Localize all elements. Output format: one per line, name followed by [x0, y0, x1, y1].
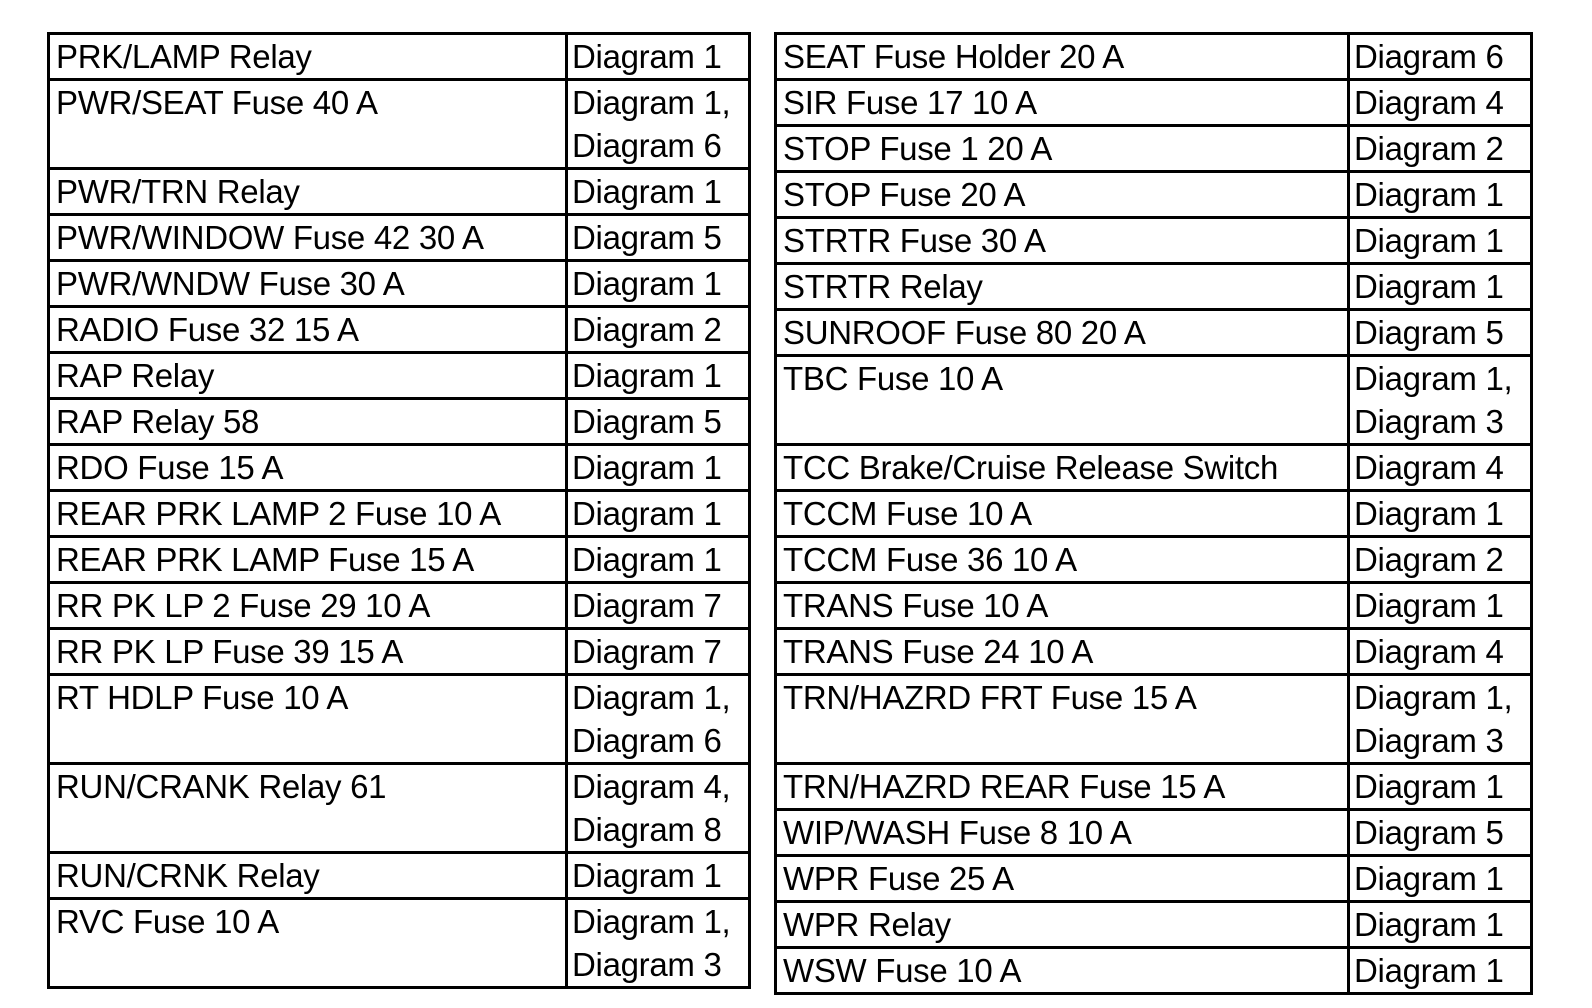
table-row: [49, 899, 750, 988]
diagram-reference[interactable]: Diagram 3: [1354, 403, 1504, 440]
diagram-reference-cell: [1349, 310, 1532, 356]
component-name-cell: RAP Relay 58: [49, 399, 567, 445]
component-name-cell: RDO Fuse 15 A: [49, 445, 567, 491]
diagram-reference[interactable]: Diagram 5: [572, 219, 722, 256]
component-name-cell: TBC Fuse 10 A: [776, 356, 1349, 445]
component-name-cell: SIR Fuse 17 10 A: [776, 80, 1349, 126]
right-table-body: [776, 34, 1532, 994]
diagram-reference-cell: [567, 853, 750, 899]
diagram-reference-cell: [567, 899, 750, 988]
component-name-cell: STOP Fuse 20 A: [776, 172, 1349, 218]
diagram-reference-cell: [1349, 264, 1532, 310]
diagram-reference-cell: [1349, 764, 1532, 810]
diagram-reference-cell: [567, 399, 750, 445]
diagram-reference-cell: [567, 445, 750, 491]
diagram-reference-cell: [567, 537, 750, 583]
table-row: [776, 583, 1532, 629]
diagram-reference[interactable]: Diagram 1,: [572, 903, 731, 940]
diagram-reference-cell: [1349, 34, 1532, 80]
table-row: [776, 218, 1532, 264]
table-row: [49, 629, 750, 675]
diagram-reference[interactable]: Diagram 6: [572, 722, 722, 759]
table-row: [776, 810, 1532, 856]
diagram-reference-cell: [567, 169, 750, 215]
diagram-reference-cell: [567, 583, 750, 629]
diagram-reference[interactable]: Diagram 6: [1354, 38, 1504, 75]
component-name-cell: RUN/CRANK Relay 61: [49, 764, 567, 853]
diagram-reference[interactable]: Diagram 3: [1354, 722, 1504, 759]
diagram-reference-cell: [1349, 629, 1532, 675]
diagram-reference[interactable]: Diagram 2: [1354, 541, 1504, 578]
diagram-reference-cell: [567, 629, 750, 675]
table-row: [49, 491, 750, 537]
diagram-reference[interactable]: Diagram 1: [572, 541, 722, 578]
component-name-cell: PWR/WINDOW Fuse 42 30 A: [49, 215, 567, 261]
table-row: [776, 34, 1532, 80]
diagram-reference-cell: [567, 307, 750, 353]
component-name-cell: RAP Relay: [49, 353, 567, 399]
component-name-cell: WPR Fuse 25 A: [776, 856, 1349, 902]
component-name-cell: TCCM Fuse 10 A: [776, 491, 1349, 537]
diagram-reference[interactable]: Diagram 1: [572, 449, 722, 486]
component-name-cell: SUNROOF Fuse 80 20 A: [776, 310, 1349, 356]
diagram-reference[interactable]: Diagram 5: [1354, 314, 1504, 351]
diagram-reference[interactable]: Diagram 3: [572, 946, 722, 983]
right-component-table: [774, 32, 1533, 995]
diagram-reference[interactable]: Diagram 1: [1354, 222, 1504, 259]
diagram-reference-cell: [567, 34, 750, 80]
diagram-reference-cell: [1349, 810, 1532, 856]
diagram-reference[interactable]: Diagram 1: [572, 38, 722, 75]
table-row: [776, 856, 1532, 902]
component-name-cell: PWR/TRN Relay: [49, 169, 567, 215]
diagram-reference[interactable]: Diagram 1: [572, 857, 722, 894]
component-name-cell: WIP/WASH Fuse 8 10 A: [776, 810, 1349, 856]
component-name-cell: REAR PRK LAMP 2 Fuse 10 A: [49, 491, 567, 537]
diagram-reference-cell: [1349, 491, 1532, 537]
component-name-cell: TRN/HAZRD REAR Fuse 15 A: [776, 764, 1349, 810]
diagram-reference-cell: [1349, 948, 1532, 994]
component-name-cell: RADIO Fuse 32 15 A: [49, 307, 567, 353]
diagram-reference[interactable]: Diagram 1: [1354, 768, 1504, 805]
diagram-reference-cell: [1349, 583, 1532, 629]
component-name-cell: STOP Fuse 1 20 A: [776, 126, 1349, 172]
table-row: [776, 902, 1532, 948]
diagram-reference[interactable]: Diagram 5: [1354, 814, 1504, 851]
diagram-reference[interactable]: Diagram 6: [572, 127, 722, 164]
component-name-cell: RVC Fuse 10 A: [49, 899, 567, 988]
diagram-reference[interactable]: Diagram 1: [1354, 952, 1504, 989]
diagram-reference[interactable]: Diagram 1,: [1354, 360, 1513, 397]
diagram-reference-cell: [567, 491, 750, 537]
table-row: [49, 261, 750, 307]
diagram-reference[interactable]: Diagram 5: [572, 403, 722, 440]
component-name-cell: TCC Brake/Cruise Release Switch: [776, 445, 1349, 491]
table-row: [776, 948, 1532, 994]
component-name-cell: PWR/SEAT Fuse 40 A: [49, 80, 567, 169]
diagram-reference-cell: [1349, 856, 1532, 902]
component-name-cell: REAR PRK LAMP Fuse 15 A: [49, 537, 567, 583]
table-row: [49, 80, 750, 169]
table-row: [49, 445, 750, 491]
diagram-reference-cell: [567, 764, 750, 853]
table-row: [49, 764, 750, 853]
diagram-reference-cell: [1349, 126, 1532, 172]
left-component-table: [47, 32, 751, 989]
diagram-reference[interactable]: Diagram 2: [572, 311, 722, 348]
table-row: [49, 307, 750, 353]
table-row: [776, 80, 1532, 126]
table-row: [49, 169, 750, 215]
diagram-reference[interactable]: Diagram 1: [1354, 860, 1504, 897]
table-row: [776, 675, 1532, 764]
diagram-reference-cell: [1349, 902, 1532, 948]
table-row: [776, 537, 1532, 583]
table-row: [49, 537, 750, 583]
table-row: [776, 629, 1532, 675]
table-row: [49, 399, 750, 445]
table-row: [49, 353, 750, 399]
table-row: [49, 34, 750, 80]
component-name-cell: TRANS Fuse 10 A: [776, 583, 1349, 629]
table-row: [776, 310, 1532, 356]
component-name-cell: WPR Relay: [776, 902, 1349, 948]
diagram-reference-cell: [1349, 172, 1532, 218]
diagram-reference[interactable]: Diagram 7: [572, 633, 722, 670]
diagram-reference-cell: [1349, 80, 1532, 126]
table-row: [776, 491, 1532, 537]
diagram-reference[interactable]: Diagram 1: [1354, 268, 1504, 305]
table-row: [49, 583, 750, 629]
diagram-reference[interactable]: Diagram 1: [1354, 176, 1504, 213]
diagram-reference[interactable]: Diagram 4,: [572, 768, 731, 805]
diagram-reference-cell: [1349, 445, 1532, 491]
diagram-reference-cell: [567, 215, 750, 261]
diagram-reference-cell: [1349, 356, 1532, 445]
diagram-reference[interactable]: Diagram 1: [572, 495, 722, 532]
component-name-cell: RUN/CRNK Relay: [49, 853, 567, 899]
diagram-reference[interactable]: Diagram 1: [1354, 495, 1504, 532]
diagram-reference-cell: [1349, 218, 1532, 264]
diagram-reference[interactable]: Diagram 1: [572, 173, 722, 210]
diagram-reference-cell: [567, 675, 750, 764]
component-name-cell: STRTR Relay: [776, 264, 1349, 310]
component-name-cell: RT HDLP Fuse 10 A: [49, 675, 567, 764]
component-name-cell: STRTR Fuse 30 A: [776, 218, 1349, 264]
diagram-reference[interactable]: Diagram 1: [572, 265, 722, 302]
table-row: [49, 215, 750, 261]
diagram-reference-cell: [1349, 675, 1532, 764]
component-name-cell: RR PK LP Fuse 39 15 A: [49, 629, 567, 675]
component-name-cell: PRK/LAMP Relay: [49, 34, 567, 80]
component-name-cell: TCCM Fuse 36 10 A: [776, 537, 1349, 583]
diagram-reference[interactable]: Diagram 1: [572, 357, 722, 394]
diagram-reference-cell: [1349, 537, 1532, 583]
diagram-reference-cell: [567, 261, 750, 307]
diagram-reference[interactable]: Diagram 8: [572, 811, 722, 848]
diagram-reference[interactable]: Diagram 2: [1354, 130, 1504, 167]
diagram-reference[interactable]: Diagram 4: [1354, 84, 1504, 121]
diagram-reference[interactable]: Diagram 1: [1354, 587, 1504, 624]
diagram-reference[interactable]: Diagram 4: [1354, 449, 1504, 486]
diagram-reference[interactable]: Diagram 1,: [1354, 679, 1513, 716]
component-name-cell: RR PK LP 2 Fuse 29 10 A: [49, 583, 567, 629]
left-table-body: [49, 34, 750, 988]
diagram-reference-cell: [567, 80, 750, 169]
table-row: [776, 445, 1532, 491]
diagram-reference-cell: [567, 353, 750, 399]
component-name-cell: TRN/HAZRD FRT Fuse 15 A: [776, 675, 1349, 764]
component-name-cell: WSW Fuse 10 A: [776, 948, 1349, 994]
diagram-reference[interactable]: Diagram 1,: [572, 84, 731, 121]
component-name-cell: PWR/WNDW Fuse 30 A: [49, 261, 567, 307]
table-row: [776, 126, 1532, 172]
table-row: [776, 764, 1532, 810]
component-name-cell: TRANS Fuse 24 10 A: [776, 629, 1349, 675]
diagram-reference[interactable]: Diagram 1,: [572, 679, 731, 716]
component-name-cell: SEAT Fuse Holder 20 A: [776, 34, 1349, 80]
table-row: [776, 172, 1532, 218]
diagram-reference[interactable]: Diagram 7: [572, 587, 722, 624]
diagram-reference[interactable]: Diagram 1: [1354, 906, 1504, 943]
table-row: [49, 675, 750, 764]
table-row: [776, 356, 1532, 445]
diagram-reference[interactable]: Diagram 4: [1354, 633, 1504, 670]
table-row: [49, 853, 750, 899]
table-row: [776, 264, 1532, 310]
